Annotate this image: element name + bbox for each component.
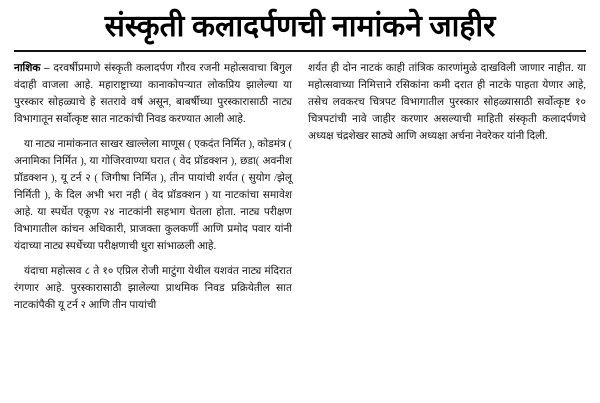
paragraph: शर्यत ही दोन नाटकं काही तांत्रिक कारणांमुळे दाखविली जाणार नाहीत. या महोत्सवाच्या निमित्ताने रसिकांना कमी दरात ही नाटके पाहता येणार आहे, तसेच लवकरच चित्रपट विभागातील पुरस्कार सोहळ्यासाठी सर्वोत्कृष्ट १० चित्रपटांची नावे जाहीर करणार असल्याची माहिती संस्कृती कलादर्पणचे अध्यक्ष चंद्रशेखर साठ्ये आणि अध्यक्षा अर्चना नेवरेकर यांनी दिली. xyxy=(308,62,586,142)
headline-container xyxy=(14,10,586,52)
paragraph-with-dateline xyxy=(14,60,292,128)
dateline: नाशिक – xyxy=(14,62,50,74)
article-columns xyxy=(14,60,586,322)
paragraph-text: दरवर्षीप्रमाणे संस्कृती कलादर्पण गौरव रजनी महोत्सवाचा बिगुल वंदाही वाजला आहे. महाराष्ट्राच्या कानाकोपऱ्यात लोकप्रिय झालेल्या या पुरस्कार सोहळ्याचे हे सतरावे वर्ष असून, बाबर्षीच्या पुरस्कारासाठी नाट्य विभागातून सर्वोत्कृष्ट सात नाटकांची निवड करण्यात आली आहे. xyxy=(14,62,292,125)
left-column xyxy=(14,60,292,322)
paragraph: या नाट्य नामांकनात साखर खाल्लेला माणूस ( एकदंत निर्मित ), कोडमंत्र ( अनामिका निर्मित ), या गोजिरवाण्या घरात ( वेद प्रॉडक्शन ), छडा( अवनीश प्रॉडक्शन ), यू टर्न २ ( जिगीषा निर्मित ), तीन पायांची शर्यत ( सुयोग /झेलू निर्मिती ), के दिल अभी भरा नही ( वेद प्रॉडक्शन ) या नाटकांचा समावेश आहे. या स्पर्धेत एकूण २४ नाटकांनी सहभाग घेतला होता. नाट्य परीक्षण विभागातील कांचन अधिकारी, प्राजक्ता कुलकर्णी आणि प्रमोद पवार यांनी यंदाच्या नाट्य स्पर्धेच्या परीक्षणाची धुरा सांभाळली आहे. xyxy=(14,138,292,252)
right-column xyxy=(308,60,586,153)
page-title: संस्कृती कलादर्पणची नामांकने जाहीर xyxy=(104,10,496,43)
paragraph: यंदाचा महोत्सव ८ ते १० एप्रिल रोजी माटुंगा येथील यशवंत नाट्य मंदिरात रंगणार आहे. पुरस्कारासाठी झालेल्या प्राथमिक निवड प्रक्रियेतील सात नाटकांपैकी यू टर्न २ आणि तीन पायांची xyxy=(14,265,292,311)
